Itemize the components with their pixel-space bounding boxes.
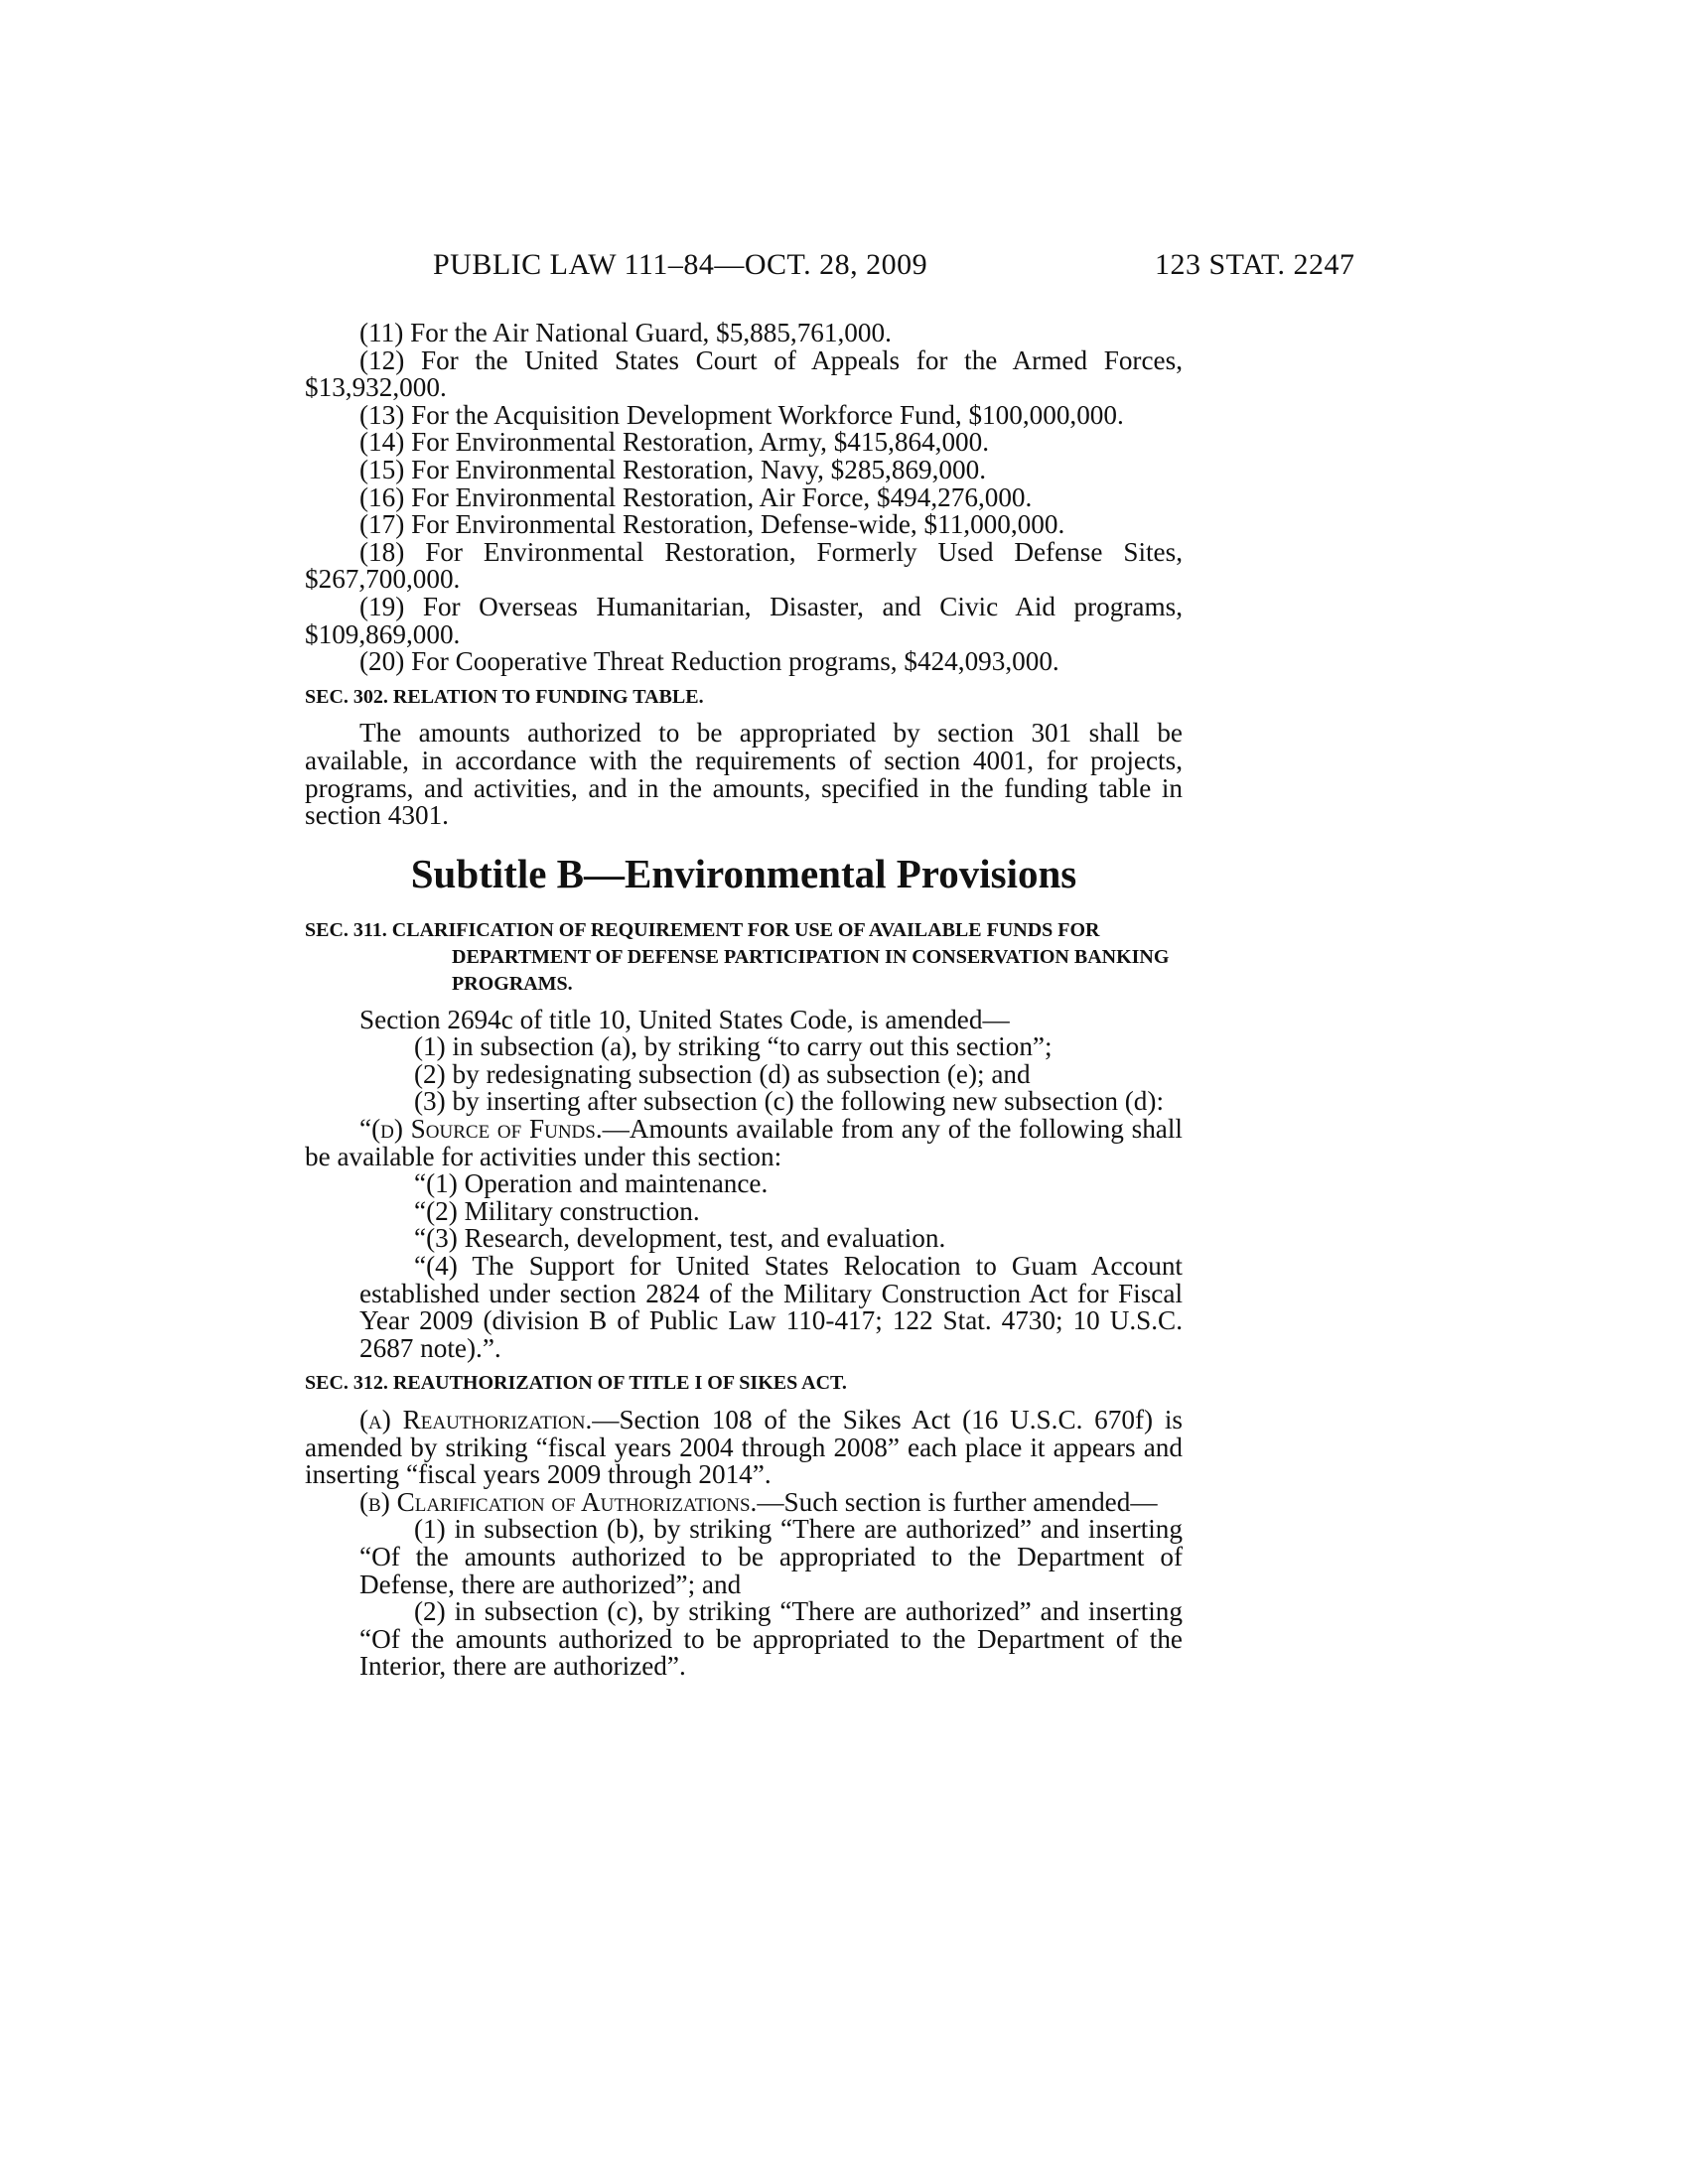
- funding-source-item: “(1) Operation and maintenance.: [414, 1168, 769, 1199]
- section-312-heading: SEC. 312. REAUTHORIZATION OF TITLE I OF SIKES ACT.: [305, 1372, 847, 1395]
- list-item: (12) For the United States Court of Appeals for the Armed Forces, $13,932,000.: [305, 344, 1183, 403]
- running-header-law: PUBLIC LAW 111–84—OCT. 28, 2009: [433, 248, 928, 281]
- list-item: (18) For Environmental Restoration, Formerly Used Defense Sites, $267,700,000.: [305, 536, 1183, 595]
- funding-source-item: “(3) Research, development, test, and evaluation.: [414, 1223, 946, 1254]
- funding-source-item: “(2) Military construction.: [414, 1195, 700, 1226]
- section-302-heading: SEC. 302. RELATION TO FUNDING TABLE.: [305, 685, 704, 708]
- amendment-item: [305, 1516, 1183, 1598]
- subsection-b: [305, 1486, 1183, 1517]
- amendment-item: (2) by redesignating subsection (d) as subsection (e); and: [414, 1058, 1031, 1089]
- amendment-item-text: (1) in subsection (b), by striking “There are authorized” and inserting “Of the amounts authorized to be appropriated to the Department of Defense, there are authorized”; and: [359, 1514, 1183, 1599]
- funding-source-item-text: “(4) The Support for United States Relocation to Guam Account established under section 2824 of the Military Construction Act for Fiscal Year 2009 (division B of Public Law 110-417; 122 Stat. 4730; 10 U.S.C. 2687 note).”.: [359, 1251, 1183, 1363]
- amendment-item-text: (2) in subsection (c), by striking “There are authorized” and inserting “Of the amounts authorized to be appropriated to the Department of the Interior, there are authorized”.: [359, 1596, 1183, 1682]
- subsection-d-text: —Amounts available from any of the following shall be available for activities under this section:: [305, 1114, 1183, 1171]
- amendment-item: (1) in subsection (a), by striking “to carry out this section”;: [414, 1031, 1053, 1062]
- subsection-a-label: (a) Reauthorization.: [359, 1405, 593, 1434]
- subsection-a: [305, 1407, 1183, 1489]
- funding-source-item: [305, 1253, 1183, 1362]
- subtitle-heading: Subtitle B—Environmental Provisions: [410, 850, 1077, 896]
- subsection-a-text: —Section 108 of the Sikes Act (16 U.S.C. 670f) is amended by striking “fiscal years 2004 through 2008” each place it appears and inserting “fiscal years 2009 through 2014”.: [305, 1405, 1183, 1490]
- running-header-stat-page: 123 STAT. 2247: [1155, 248, 1355, 281]
- list-item: (13) For the Acquisition Development Workforce Fund, $100,000,000.: [359, 399, 1124, 430]
- subsection-d-label: “(d) Source of Funds.: [359, 1114, 603, 1145]
- list-item: (16) For Environmental Restoration, Air Force, $494,276,000.: [359, 481, 1033, 512]
- subsection-b-text: —Such section is further amended—: [757, 1486, 1158, 1517]
- list-item: (20) For Cooperative Threat Reduction programs, $424,093,000.: [359, 646, 1059, 677]
- amendment-item-text: (3) by inserting after subsection (c) the following new subsection (d):: [414, 1086, 1165, 1117]
- amendment-item: [305, 1088, 1183, 1116]
- section-311-intro: Section 2694c of title 10, United States Code, is amended—: [359, 1004, 1010, 1034]
- list-item: (14) For Environmental Restoration, Army, $415,864,000.: [359, 427, 990, 458]
- amendment-item: [305, 1598, 1183, 1681]
- section-311-heading: SEC. 311. CLARIFICATION OF REQUIREMENT FOR USE OF AVAILABLE FUNDS FOR DEPARTMENT OF DEFENSE PARTICIPATION IN CONSERVATION BANKING PROGRAMS.: [305, 918, 1170, 995]
- list-item: (19) For Overseas Humanitarian, Disaster, and Civic Aid programs, $109,869,000.: [305, 591, 1183, 649]
- subsection-b-label: (b) Clarification of Authorizations.: [359, 1486, 758, 1517]
- list-item: (15) For Environmental Restoration, Navy, $285,869,000.: [359, 454, 987, 484]
- subsection-d: [305, 1116, 1183, 1170]
- section-302-text: The amounts authorized to be appropriated by section 301 shall be available, in accordance with the requirements of section 4001, for projects, programs, and activities, and in the amounts, specified in the funding table in section 4301.: [305, 718, 1183, 831]
- list-item: (17) For Environmental Restoration, Defense-wide, $11,000,000.: [359, 509, 1065, 540]
- page-body: [305, 320, 1183, 1681]
- list-item: (11) For the Air National Guard, $5,885,761,000.: [359, 318, 892, 347]
